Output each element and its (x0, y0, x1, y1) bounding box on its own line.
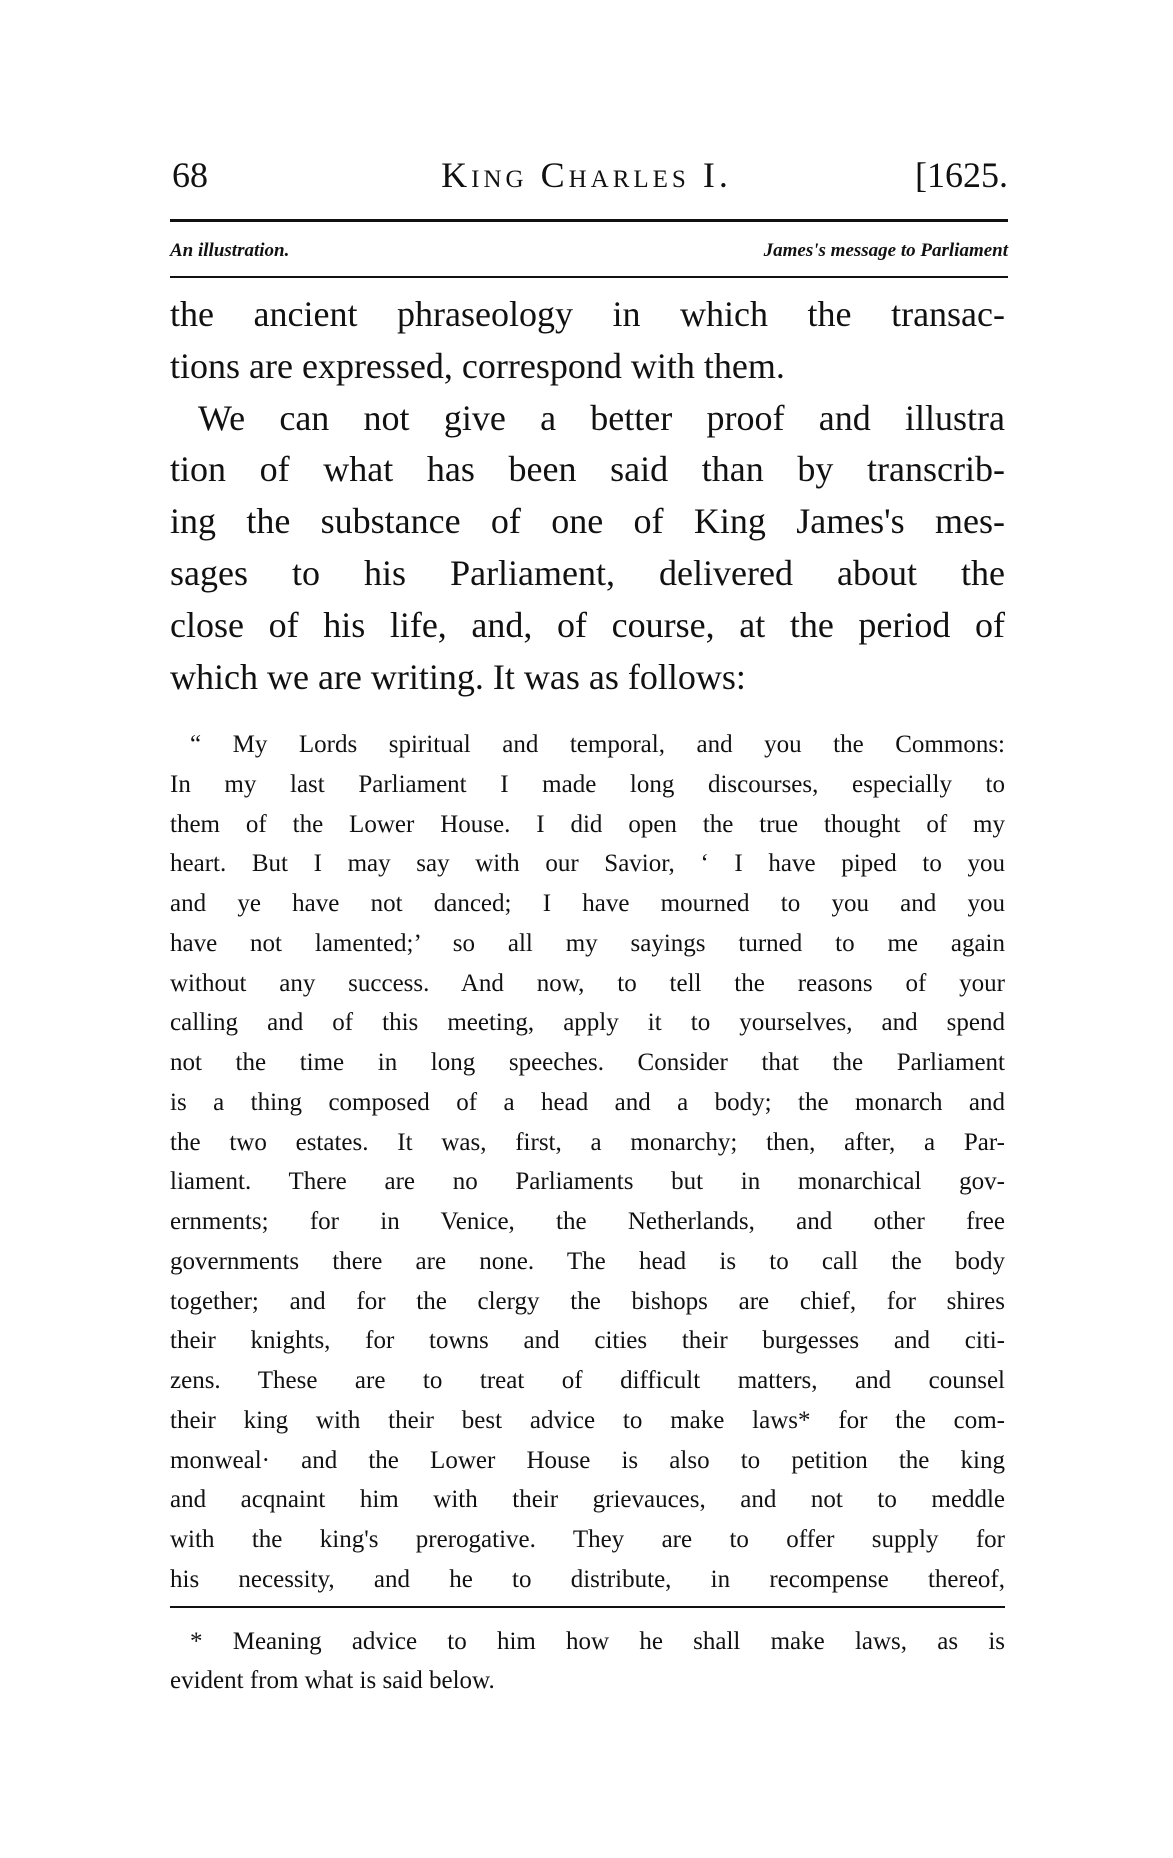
running-head-right: James's message to Parliament (763, 240, 1008, 261)
quote-line: and acqnaint him with their grievauces, and not to meddle (170, 1486, 1005, 1514)
header-rule-bottom (170, 276, 1008, 278)
running-head-left: An illustration. (170, 240, 290, 261)
quote-line: together; and for the clergy the bishops are chief, for shires (170, 1287, 1005, 1315)
quote-line: and ye have not danced; I have mourned to you and you (170, 890, 1005, 917)
body-line: We can not give a better proof and illustra (198, 397, 1005, 438)
quote-line: “ My Lords spiritual and temporal, and you the Commons: (190, 731, 1005, 758)
footnote-rule (170, 1606, 1005, 1608)
header-year: [1625. (915, 155, 1008, 195)
quote-line: In my last Parliament I made long discourses, especially to (170, 770, 1005, 798)
quote-line: their knights, for towns and cities their burgesses and citi- (170, 1327, 1005, 1355)
quote-line: not the time in long speeches. Consider that the Parliament (170, 1049, 1005, 1076)
body-line: sages to his Parliament, delivered about the (170, 553, 1005, 593)
body-line: which we are writing. It was as follows: (170, 656, 746, 697)
quote-line: ernments; for in Venice, the Netherlands, and other free (170, 1208, 1005, 1235)
quote-line: liament. There are no Parliaments but in monarchical gov- (170, 1168, 1005, 1196)
quote-line: monweal· and the Lower House is also to petition the king (170, 1446, 1005, 1474)
page-number: 68 (172, 155, 208, 195)
quote-line: them of the Lower House. I did open the true thought of my (170, 810, 1005, 838)
quote-line: governments there are none. The head is to call the body (170, 1247, 1005, 1275)
quote-line: zens. These are to treat of difficult matters, and counsel (170, 1367, 1005, 1394)
body-line: the ancient phraseology in which the transac- (170, 294, 1005, 334)
body-line: tion of what has been said than by transcrib- (170, 449, 1005, 490)
footnote-line: * Meaning advice to him how he shall make laws, as is (190, 1628, 1005, 1655)
quote-line: is a thing composed of a head and a body; the monarch and (170, 1088, 1005, 1116)
quote-line: heart. But I may say with our Savior, ‘ I have piped to you (170, 850, 1005, 878)
quote-line: their king with their best advice to make laws* for the com- (170, 1406, 1005, 1434)
quote-line: his necessity, and he to distribute, in recompense thereof, (170, 1565, 1005, 1593)
quote-line: the two estates. It was, first, a monarchy; then, after, a Par- (170, 1128, 1005, 1156)
body-line: ing the substance of one of King James's mes- (170, 501, 1005, 542)
body-line: tions are expressed, correspond with them. (170, 345, 785, 386)
footnote-line: evident from what is said below. (170, 1667, 495, 1694)
page-title: King Charles I. (441, 155, 732, 195)
quote-line: with the king's prerogative. They are to offer supply for (170, 1526, 1005, 1553)
header-rule-top (170, 219, 1008, 222)
quote-line: have not lamented;’ so all my sayings turned to me again (170, 929, 1005, 957)
body-line: close of his life, and, of course, at the period of (170, 604, 1005, 645)
quote-line: calling and of this meeting, apply it to yourselves, and spend (170, 1009, 1005, 1037)
quote-line: without any success. And now, to tell the reasons of your (170, 969, 1005, 997)
